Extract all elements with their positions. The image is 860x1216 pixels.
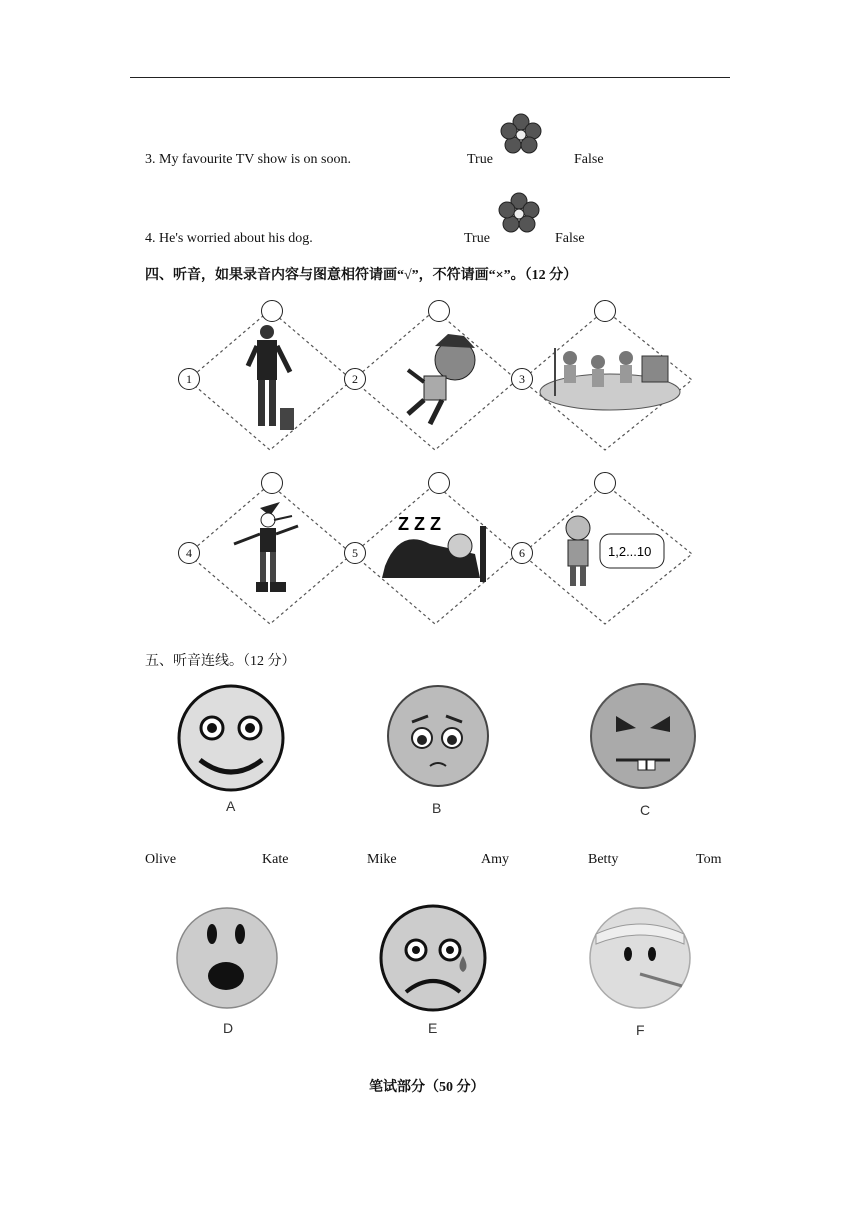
name-amy[interactable]: Amy	[481, 852, 509, 867]
face-label-f: F	[636, 1022, 645, 1038]
flower-icon	[496, 191, 542, 237]
question-3-true-option[interactable]: True	[467, 152, 493, 167]
happy-face	[179, 686, 283, 790]
written-part-heading: 笔试部分（50 分）	[369, 1080, 485, 1095]
item-number: 3	[511, 368, 533, 390]
sleeping-boy-picture	[382, 514, 486, 582]
item-number: 2	[344, 368, 366, 390]
item-number: 1	[178, 368, 200, 390]
name-betty[interactable]: Betty	[588, 852, 619, 867]
angry-face	[591, 684, 695, 788]
answer-circle-2[interactable]	[428, 300, 450, 322]
question-3-text: 3. My favourite TV show is on soon.	[145, 152, 351, 167]
section-5-heading: 五、听音连线。（12 分）	[145, 654, 296, 669]
item-number: 5	[344, 542, 366, 564]
answer-circle-4[interactable]	[261, 472, 283, 494]
answer-circle-1[interactable]	[261, 300, 283, 322]
surprised-face	[177, 908, 277, 1008]
face-label-e: E	[428, 1020, 438, 1036]
question-3-false-option[interactable]: False	[574, 152, 604, 167]
zzz-text: Z Z Z	[398, 514, 441, 534]
section-4-heading: 四、听音，如果录音内容与图意相符请画“√”，不符请画“×”。（12 分）	[145, 268, 578, 283]
playground-picture	[540, 348, 680, 410]
header-rule	[130, 77, 730, 78]
worried-face	[388, 686, 488, 786]
listening-picture-panel	[130, 296, 730, 636]
face-label-c: C	[640, 802, 651, 818]
item-number: 6	[511, 542, 533, 564]
businessman-picture	[248, 325, 294, 430]
diamond-grid	[130, 296, 730, 636]
ill-face	[590, 908, 690, 1008]
answer-circle-3[interactable]	[594, 300, 616, 322]
question-4-false-option[interactable]: False	[555, 231, 585, 246]
name-tom[interactable]: Tom	[696, 852, 722, 867]
question-4-true-option[interactable]: True	[464, 231, 490, 246]
question-4-text: 4. He's worried about his dog.	[145, 231, 313, 246]
speech-bubble-text: 1,2...10	[608, 544, 652, 559]
sad-face	[381, 906, 485, 1010]
name-olive[interactable]: Olive	[145, 852, 177, 867]
name-kate[interactable]: Kate	[262, 852, 289, 867]
answer-circle-6[interactable]	[594, 472, 616, 494]
face-label-a: A	[226, 798, 236, 814]
face-label-b: B	[432, 800, 442, 816]
item-number: 4	[178, 542, 200, 564]
running-boy-picture	[408, 334, 475, 424]
pinocchio-picture	[234, 502, 298, 592]
face-label-d: D	[223, 1020, 234, 1036]
answer-circle-5[interactable]	[428, 472, 450, 494]
name-mike[interactable]: Mike	[367, 852, 397, 867]
counting-boy-picture	[566, 516, 664, 586]
flower-icon	[498, 112, 544, 158]
